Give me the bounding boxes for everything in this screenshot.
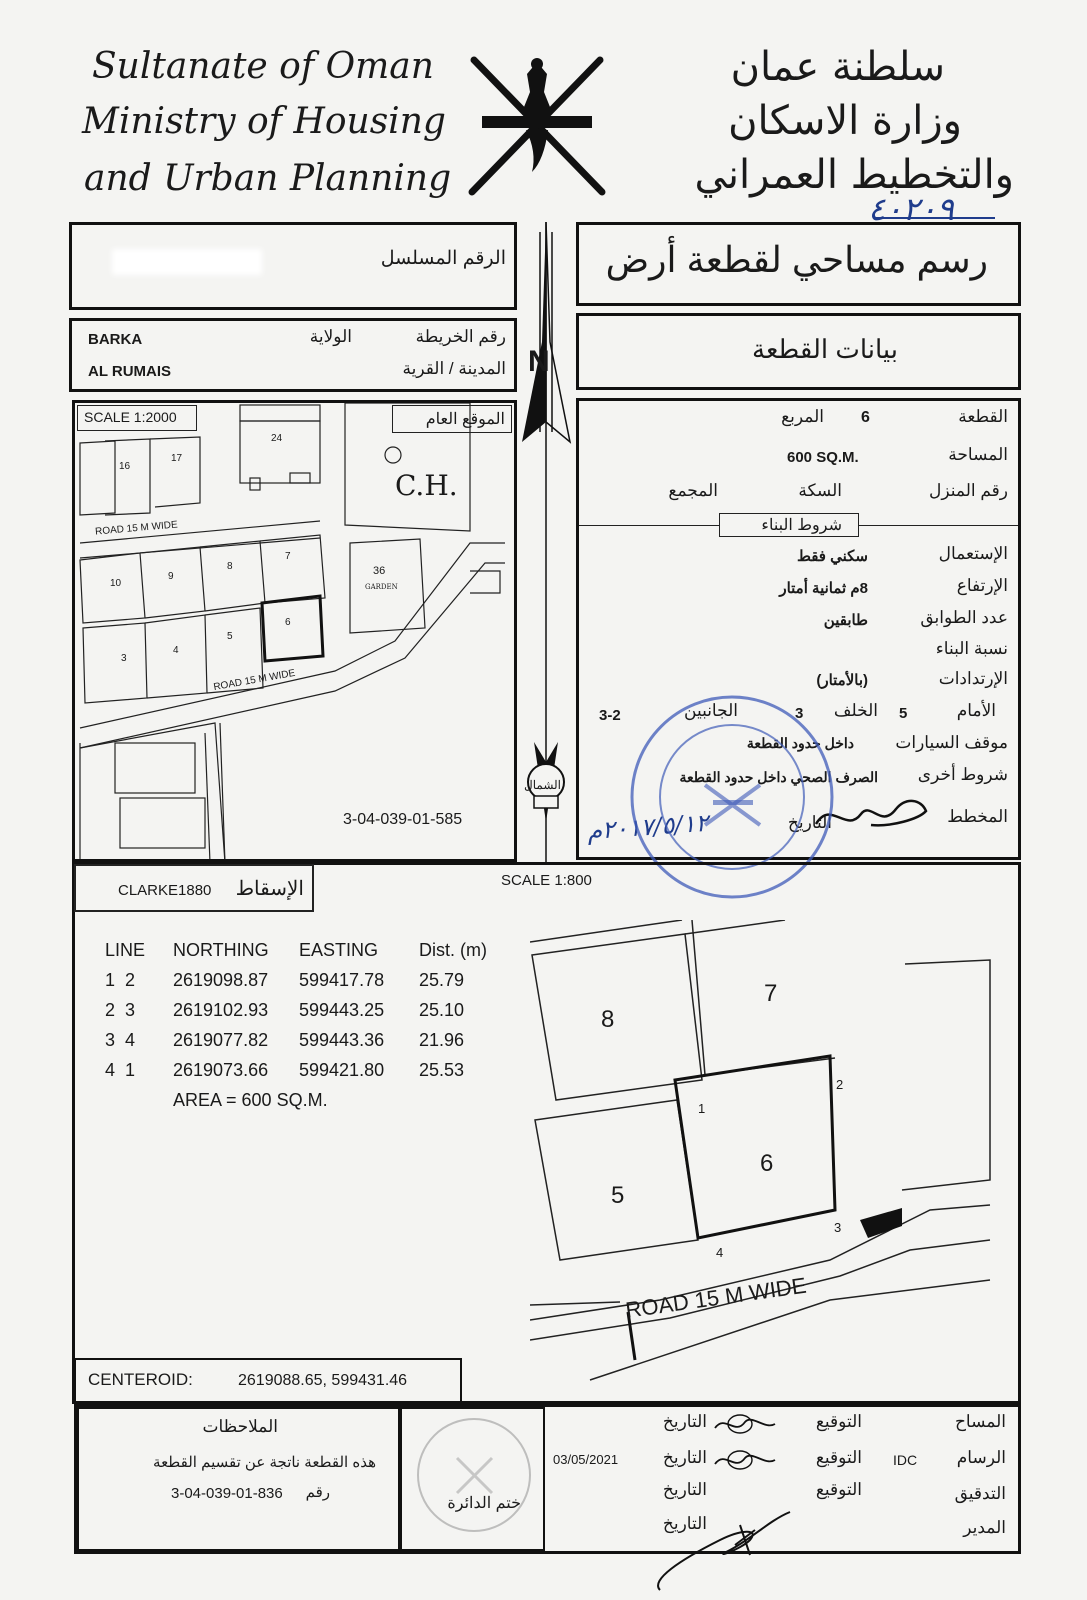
- office-stamp-box: [400, 1407, 545, 1551]
- easting-cell: 599417.78: [299, 969, 385, 990]
- distance-cell: 25.79: [419, 969, 465, 990]
- area-label: المساحة: [948, 445, 1008, 464]
- setbacks-unit: (بالأمتار): [816, 672, 868, 689]
- detail-plot-7: 7: [764, 980, 778, 1007]
- city-label: المدينة / القرية: [402, 359, 506, 378]
- plot-4-label: 4: [173, 645, 179, 656]
- serial-number-redacted: [112, 249, 262, 275]
- plot-5-label: 5: [227, 631, 233, 642]
- front-value: 5: [899, 705, 908, 722]
- conditions-title: شروط البناء: [761, 517, 842, 534]
- line-cell: 3 4: [105, 1029, 136, 1050]
- plot-17-label: 17: [171, 453, 183, 464]
- planner-date-label: التاريخ: [787, 813, 832, 832]
- complex-label: المجمع: [668, 481, 718, 500]
- map-scale: SCALE 1:2000: [84, 409, 177, 425]
- centroid-label: CENTEROID:: [88, 1370, 193, 1389]
- plot-value: 6: [861, 409, 870, 426]
- northing-cell: 2619102.93: [173, 999, 269, 1020]
- detail-plot-5: 5: [611, 1182, 625, 1209]
- header-line: LINE: [105, 939, 146, 960]
- plot-7-label: 7: [285, 551, 291, 562]
- house-number-label: رقم المنزل: [929, 481, 1008, 500]
- draftsman-signature: [710, 1446, 780, 1476]
- wilayat-value: BARKA: [88, 331, 143, 348]
- plot-6-highlight: [262, 596, 323, 661]
- north-arrow-icon: [512, 222, 580, 862]
- line-cell: 4 1: [105, 1059, 136, 1080]
- corner-1: 1: [698, 1101, 706, 1116]
- back-value: 3: [795, 705, 804, 722]
- ch-label: C.H.: [395, 469, 458, 502]
- plot-8-label: 8: [227, 561, 233, 572]
- sides-value: 3-2: [599, 707, 621, 724]
- document-title: رسم مساحي لقطعة أرض: [605, 239, 988, 280]
- detail-road-label: ROAD 15 M WIDE: [624, 1272, 808, 1323]
- notes-box: [77, 1407, 400, 1551]
- back-label: الخلف: [833, 701, 878, 720]
- line-cell: 1 2: [105, 969, 136, 990]
- notes-line-2-prefix: رقم: [305, 1484, 330, 1501]
- table-row: [105, 965, 509, 995]
- sikka-label: السكة: [798, 481, 842, 500]
- table-row: [105, 995, 509, 1025]
- ministry-name-ar-1: سلطنة عمان: [730, 44, 945, 90]
- easting-cell: 599443.25: [299, 999, 385, 1020]
- corner-2: 2: [836, 1077, 844, 1092]
- plot-9-label: 9: [168, 571, 174, 582]
- general-site-title-box: [392, 405, 512, 433]
- plot-10-label: 10: [110, 578, 122, 589]
- surveyor-signature: [710, 1410, 780, 1440]
- plot-6-label: 6: [285, 617, 291, 628]
- office-stamp-label: ختم الدائرة: [447, 1495, 521, 1512]
- director-role: المدير: [963, 1518, 1006, 1537]
- area-total: AREA = 600 SQ.M.: [173, 1089, 328, 1110]
- table-header: [105, 935, 509, 965]
- north-label-ar: الشمال: [524, 778, 562, 792]
- header-northing: NORTHING: [173, 939, 269, 960]
- parent-plot-number: 3-04-039-01-836: [171, 1485, 283, 1502]
- detail-plot-6: 6: [760, 1150, 774, 1177]
- easting-cell: 599443.36: [299, 1029, 385, 1050]
- garden-label: GARDEN: [365, 583, 398, 591]
- centroid-box: [74, 1358, 462, 1403]
- draftsman-date-value: 03/05/2021: [553, 1452, 619, 1467]
- handwritten-code: ٤٠٢٠٩: [868, 190, 954, 228]
- northing-cell: 2619098.87: [173, 969, 269, 990]
- surveyor-sign-label: التوقيع: [815, 1412, 862, 1431]
- office-stamp-icon: [412, 1413, 537, 1538]
- garden-number: 36: [373, 565, 386, 577]
- centroid-value: 2619088.65, 599431.46: [238, 1372, 408, 1389]
- audit-sign-label: التوقيع: [815, 1480, 862, 1499]
- other-conditions-label: شروط أخرى: [917, 765, 1008, 784]
- map-scale-box: [77, 405, 197, 431]
- corner-4: 4: [716, 1245, 724, 1260]
- handwritten-date: ٢٠١٧/٥/١٢م: [586, 808, 710, 846]
- detail-plot-8: 8: [601, 1006, 615, 1033]
- city-value: AL RUMAIS: [88, 363, 172, 380]
- floors-label: عدد الطوابق: [920, 608, 1008, 627]
- plot-6-boundary: [675, 1056, 835, 1238]
- general-site-title: الموقع العام: [425, 411, 505, 428]
- general-site-map: [72, 400, 517, 862]
- ministry-name-ar-2: وزارة الاسكان: [728, 98, 962, 144]
- draftsman-date-label: التاريخ: [662, 1448, 707, 1467]
- sides-label: الجانبين: [684, 701, 738, 720]
- coordinate-table: [105, 935, 509, 1115]
- distance-cell: 21.96: [419, 1029, 465, 1050]
- director-date-label: التاريخ: [662, 1514, 707, 1533]
- parking-value: داخل حدود القطعة: [746, 735, 854, 751]
- oman-emblem-icon: [452, 52, 622, 207]
- setbacks-label: الإرتدادات: [938, 669, 1008, 688]
- projection-box: [74, 864, 314, 912]
- location-box: [69, 318, 517, 392]
- northing-cell: 2619073.66: [173, 1059, 269, 1080]
- plot-data-title: بيانات القطعة: [752, 334, 898, 364]
- draftsman-code: IDC: [893, 1452, 918, 1468]
- draftsman-role: الرسام: [956, 1448, 1006, 1467]
- planner-label: المخطط: [947, 807, 1008, 826]
- line-cell: 2 3: [105, 999, 136, 1020]
- floors-value: طابقين: [823, 612, 868, 629]
- table-row: [105, 1055, 509, 1085]
- distance-cell: 25.10: [419, 999, 465, 1020]
- underline: [875, 217, 995, 219]
- building-ratio-label: نسبة البناء: [935, 639, 1008, 658]
- audit-date-label: التاريخ: [662, 1480, 707, 1499]
- distance-cell: 25.53: [419, 1059, 465, 1080]
- wilayat-label: الولاية: [309, 327, 352, 346]
- height-label: الإرتفاع: [956, 576, 1008, 595]
- conditions-title-box: [719, 513, 859, 537]
- area-row: [105, 1085, 509, 1115]
- use-label: الإستعمال: [938, 544, 1008, 563]
- parking-label: موقف السيارات: [895, 733, 1008, 752]
- map-number-label: رقم الخريطة: [415, 327, 506, 346]
- plot-16-label: 16: [119, 461, 131, 472]
- ministry-name-en-1: Sultanate of Oman: [92, 46, 434, 87]
- road-label-1: ROAD 15 M WIDE: [94, 519, 179, 538]
- corner-3: 3: [834, 1220, 842, 1235]
- map-reference-number: 3-04-039-01-585: [343, 811, 463, 828]
- ministry-name-en-2: Ministry of Housing: [82, 101, 446, 142]
- serial-number-label: الرقم المسلسل: [380, 248, 506, 269]
- header-distance: Dist. (m): [419, 939, 487, 960]
- serial-number-box: [69, 222, 517, 310]
- notes-line-1: هذه القطعة ناتجة عن تقسيم القطعة: [153, 1454, 376, 1471]
- easting-cell: 599421.80: [299, 1059, 385, 1080]
- front-label: الأمام: [956, 701, 996, 720]
- height-value: 8م ثمانية أمتار: [779, 580, 868, 597]
- surveyor-role: المساح: [954, 1412, 1006, 1431]
- surveyor-date-label: التاريخ: [662, 1412, 707, 1431]
- header-easting: EASTING: [299, 939, 379, 960]
- block-label: المربع: [781, 407, 824, 426]
- area-value: 600 SQ.M.: [787, 449, 859, 466]
- projection-label: الإسقاط: [235, 878, 304, 900]
- other-conditions-value: الصرف الصحي داخل حدود القطعة: [679, 769, 878, 785]
- plot-3-label: 3: [121, 653, 127, 664]
- road-label-2: ROAD 15 M WIDE: [212, 667, 297, 694]
- title-box: [576, 222, 1021, 306]
- north-letter: N: [528, 345, 550, 378]
- ministry-name-en-3: and Urban Planning: [84, 158, 452, 199]
- detail-scale: SCALE 1:800: [501, 872, 592, 889]
- northing-cell: 2619077.82: [173, 1029, 269, 1050]
- draftsman-sign-label: التوقيع: [815, 1448, 862, 1467]
- ministry-name-ar-3: والتخطيط العمراني: [694, 152, 1014, 198]
- plot-24-label: 24: [271, 433, 283, 444]
- notes-title: الملاحظات: [202, 1417, 278, 1436]
- audit-role: التدقيق: [954, 1484, 1006, 1503]
- projection-value: CLARKE1880: [118, 882, 212, 899]
- plot-label: القطعة: [958, 407, 1008, 426]
- director-signature: [640, 1500, 810, 1595]
- table-row: [105, 1025, 509, 1055]
- use-value: سكني فقط: [796, 548, 868, 565]
- plot-data-header-box: [576, 313, 1021, 390]
